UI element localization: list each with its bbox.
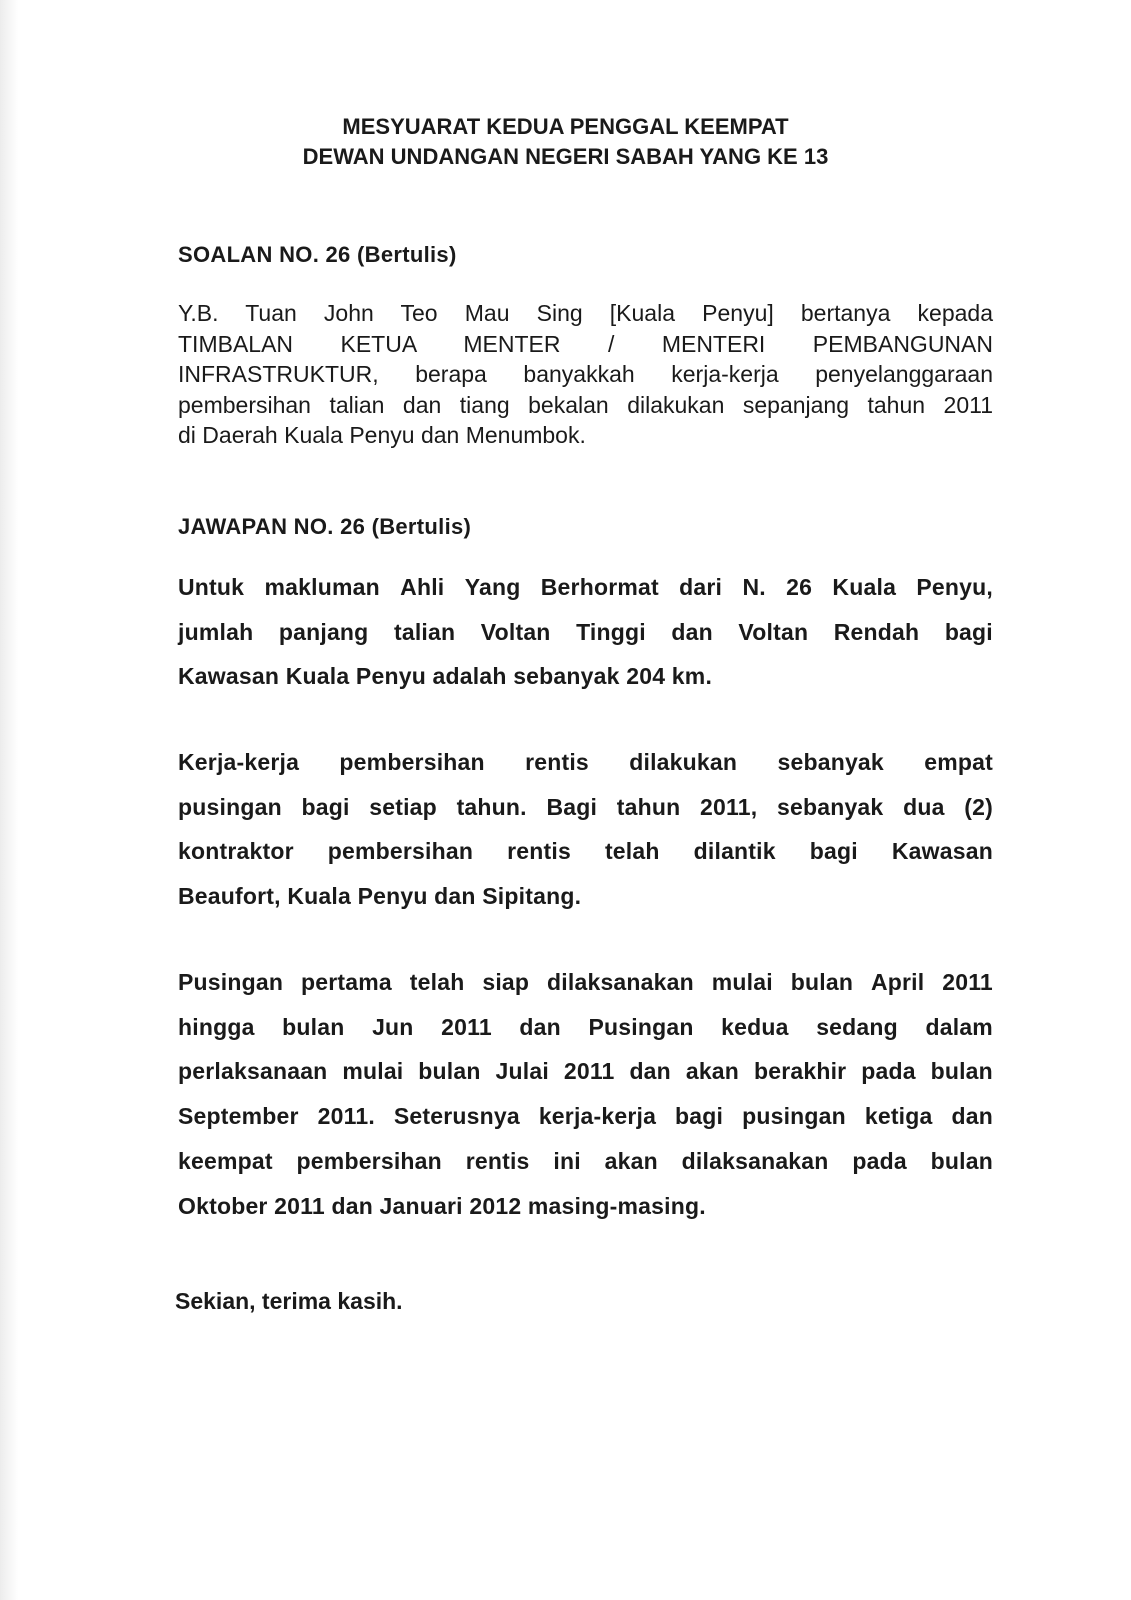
- paragraph-line: [178, 1094, 993, 1139]
- word: 2011: [441, 1013, 492, 1040]
- paragraph-line: [178, 740, 993, 785]
- word: pembersihan: [296, 1147, 442, 1174]
- word: dilakukan: [629, 749, 738, 775]
- word: bulan: [282, 1013, 345, 1040]
- word: ini: [553, 1147, 581, 1174]
- answer-paragraph-2: [178, 740, 993, 919]
- word: dilaksanakan: [547, 969, 694, 995]
- word: kontraktor: [178, 838, 294, 865]
- word: bagi: [301, 793, 350, 820]
- word: jumlah: [178, 618, 254, 645]
- word: bulan: [930, 1058, 993, 1085]
- paragraph-line: [178, 610, 993, 655]
- word: talian: [393, 618, 456, 645]
- word: September: [178, 1103, 299, 1130]
- word: rentis: [525, 749, 589, 775]
- word: Ahli: [400, 574, 445, 600]
- answer-paragraph-3: [178, 960, 993, 1228]
- paragraph-line: Beaufort, Kuala Penyu dan Sipitang.: [178, 883, 582, 910]
- word: 2011: [563, 1058, 615, 1085]
- word: pada: [861, 1058, 916, 1085]
- word: dilaksanakan: [681, 1147, 829, 1174]
- closing-text: Sekian, terima kasih.: [175, 1288, 403, 1314]
- word: tahun.: [456, 793, 527, 820]
- word: Voltan: [480, 618, 551, 645]
- word: akan: [604, 1147, 658, 1174]
- word: dalam: [925, 1013, 993, 1040]
- paragraph-line: [178, 565, 993, 610]
- word: rentis: [465, 1147, 530, 1174]
- word: Kuala: [832, 574, 897, 600]
- word: bulan: [930, 1147, 993, 1174]
- word: makluman: [264, 574, 380, 600]
- word: Yang: [464, 574, 521, 600]
- word: bagi: [809, 838, 858, 865]
- paragraph-line: [178, 1005, 993, 1050]
- answer-title: JAWAPAN NO. 26 (Bertulis): [178, 514, 472, 539]
- paragraph-line: [178, 1139, 993, 1184]
- question-title: SOALAN NO. 26 (Bertulis): [178, 242, 457, 267]
- word: kerja-kerja: [538, 1103, 657, 1130]
- word: dan: [519, 1013, 561, 1040]
- header-line-2: DEWAN UNDANGAN NEGERI SABAH YANG KE 13: [302, 144, 829, 169]
- word: dilantik: [693, 838, 776, 865]
- word: pembersihan: [327, 838, 474, 865]
- word: telah: [409, 969, 465, 995]
- word: mulai: [342, 1058, 404, 1085]
- paragraph-line: [178, 960, 993, 1005]
- word: Kawasan: [891, 838, 993, 865]
- word: April: [870, 969, 925, 995]
- word: mulai: [711, 969, 773, 995]
- word: perlaksanaan: [178, 1058, 328, 1085]
- question-line: di Daerah Kuala Penyu dan Menumbok.: [178, 422, 586, 448]
- word: sebanyak: [777, 749, 884, 775]
- word: keempat: [178, 1147, 273, 1174]
- word: empat: [924, 749, 993, 775]
- word: Tinggi: [576, 618, 646, 645]
- answer-paragraph-1: [178, 565, 993, 699]
- question-line: TIMBALAN KETUA MENTER / MENTERI PEMBANGUNAN: [178, 330, 993, 357]
- word: Julai: [495, 1058, 549, 1085]
- word: pertama: [301, 969, 392, 995]
- word: dan: [629, 1058, 671, 1085]
- question-line: pembersihan talian dan tiang bekalan dilakukan sepanjang tahun 2011: [178, 391, 993, 418]
- word: akan: [685, 1058, 740, 1085]
- question-text: [178, 298, 993, 451]
- word: Berhormat: [540, 574, 659, 600]
- document-header: [0, 112, 1131, 172]
- word: Bagi: [546, 793, 598, 820]
- word: dua: [903, 793, 945, 820]
- word: (2): [964, 793, 993, 820]
- word: pada: [852, 1147, 907, 1174]
- word: telah: [604, 838, 660, 865]
- word: sedang: [816, 1013, 898, 1040]
- word: rentis: [507, 838, 571, 865]
- word: N.: [742, 574, 766, 600]
- word: Voltan: [738, 618, 809, 645]
- header-line-1: MESYUARAT KEDUA PENGGAL KEEMPAT: [342, 114, 789, 139]
- word: pusingan: [178, 793, 282, 820]
- paragraph-line: [178, 1049, 993, 1094]
- word: ketiga: [864, 1103, 933, 1130]
- word: bagi: [675, 1103, 724, 1130]
- word: dari: [679, 574, 723, 600]
- word: dan: [951, 1103, 993, 1130]
- word: pembersihan: [339, 749, 485, 775]
- word: berakhir: [753, 1058, 847, 1085]
- word: 26: [786, 574, 813, 600]
- word: kedua: [721, 1013, 789, 1040]
- paragraph-line: Oktober 2011 dan Januari 2012 masing-masing.: [178, 1192, 706, 1219]
- paragraph-line: Kawasan Kuala Penyu adalah sebanyak 204 km.: [178, 663, 713, 690]
- paragraph-line: [178, 785, 993, 830]
- word: sebanyak: [776, 793, 884, 820]
- word: 2011,: [700, 793, 758, 820]
- word: Seterusnya: [393, 1103, 520, 1130]
- word: Pusingan: [588, 1013, 694, 1040]
- word: bulan: [790, 969, 854, 995]
- word: setiap: [369, 793, 437, 820]
- word: Kerja-kerja: [178, 749, 300, 775]
- paragraph-line: [178, 829, 993, 874]
- word: panjang: [278, 618, 369, 645]
- word: Pusingan: [178, 969, 284, 995]
- word: Untuk: [178, 574, 245, 600]
- word: bagi: [944, 618, 993, 645]
- word: 2011: [942, 969, 993, 995]
- word: siap: [482, 969, 530, 995]
- word: Penyu,: [916, 574, 993, 600]
- word: 2011.: [317, 1103, 375, 1130]
- word: hingga: [178, 1013, 255, 1040]
- word: bulan: [418, 1058, 481, 1085]
- word: Rendah: [833, 618, 920, 645]
- word: dan: [671, 618, 713, 645]
- word: Jun: [372, 1013, 414, 1040]
- question-line: Y.B. Tuan John Teo Mau Sing [Kuala Penyu] bertanya kepada: [178, 300, 993, 326]
- word: tahun: [616, 793, 681, 820]
- word: pusingan: [742, 1103, 846, 1130]
- question-line: INFRASTRUKTUR, berapa banyakkah kerja-kerja penyelanggaraan: [178, 361, 993, 387]
